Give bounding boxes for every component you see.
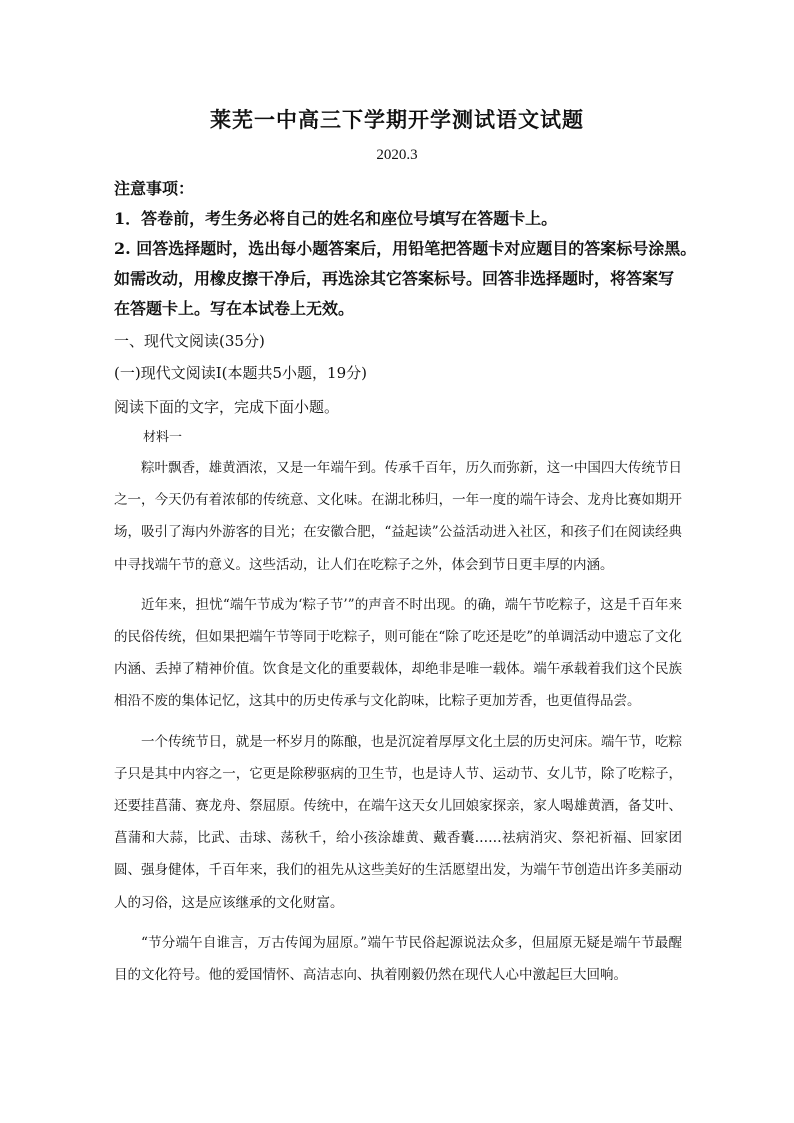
notice-item-2-line-1: 2. 回答选择题时，选出每小题答案后，用铅笔把答题卡对应题目的答案标号涂黑。 xyxy=(114,239,697,258)
paragraph-4: “节分端午自谁言，万古传闻为屈原。”端午节民俗起源说法众多，但屈原无疑是端午节最醒目的文化符号。他的爱国情怀、高洁志向、执着刚毅仍然在现代人心中激起巨大回响。 xyxy=(114,934,682,984)
page-title: 莱芜一中高三下学期开学测试语文试题 xyxy=(210,107,584,132)
reading-instruction: 阅读下面的文字，完成下面小题。 xyxy=(114,398,340,416)
section-heading: 一、现代文阅读(35分) xyxy=(114,332,265,350)
notice-item-2-line-3: 在答题卡上。写在本试卷上无效。 xyxy=(114,299,355,318)
exam-date: 2020.3 xyxy=(376,147,418,163)
paragraph-1: 粽叶飘香，雄黄酒浓，又是一年端午到。传承千百年，历久而弥新，这一中国四大传统节日之一，今天仍有着浓郁的传统意、文化味。在湖北秭归，一年一度的端午诗会、龙舟比赛如期开场，吸引了海内外游客的目光；在安徽合肥，“益起读”公益活动进入社区，和孩子们在阅读经典中寻找端午节的意义。这些活动，让人们在吃粽子之外，体会到节日更丰厚的内涵。 xyxy=(114,460,682,573)
paragraph-3: 一个传统节日，就是一杯岁月的陈酿，也是沉淀着厚厚文化土层的历史河床。端午节，吃粽子只是其中内容之一，它更是除秽驱病的卫生节，也是诗人节、运动节、女儿节，除了吃粽子，还要挂菖蒲、赛龙舟、祭屈原。传统中，在端午这天女儿回娘家探亲，家人喝雄黄酒，备艾叶、菖蒲和大蒜，比武、击球、荡秋千，给小孩涂雄黄、戴香囊……祛病消灾、祭祀祈福、回家团圆、强身健体，千百年来，我们的祖先从这些美好的生活愿望出发，为端午节创造出许多美丽动人的习俗，这是应该继承的文化财富。 xyxy=(114,733,682,911)
material-label: 材料一 xyxy=(143,430,183,445)
material-text xyxy=(114,452,682,999)
notice-heading: 注意事项： xyxy=(114,179,195,198)
notice-item-1: 1．答卷前，考生务必将自己的姓名和座位号填写在答题卡上。 xyxy=(114,209,558,228)
section-subheading: (一)现代文阅读Ⅰ(本题共5小题，19分) xyxy=(114,364,367,382)
paragraph-2: 近年来，担忧“端午节成为‘粽子节’”的声音不时出现。的确，端午节吃粽子，这是千百年来的民俗传统，但如果把端午节等同于吃粽子，则可能在“除了吃还是吃”的单调活动中遗忘了文化内涵、丢掉了精神价值。饮食是文化的重要载体，却绝非是唯一载体。端午承载着我们这个民族相沿不废的集体记忆，这其中的历史传承与文化韵味，比粽子更加芳香，也更值得品尝。 xyxy=(114,596,682,710)
notice-item-2-line-2: 如需改动，用橡皮擦干净后，再选涂其它答案标号。回答非选择题时，将答案写 xyxy=(114,269,675,288)
